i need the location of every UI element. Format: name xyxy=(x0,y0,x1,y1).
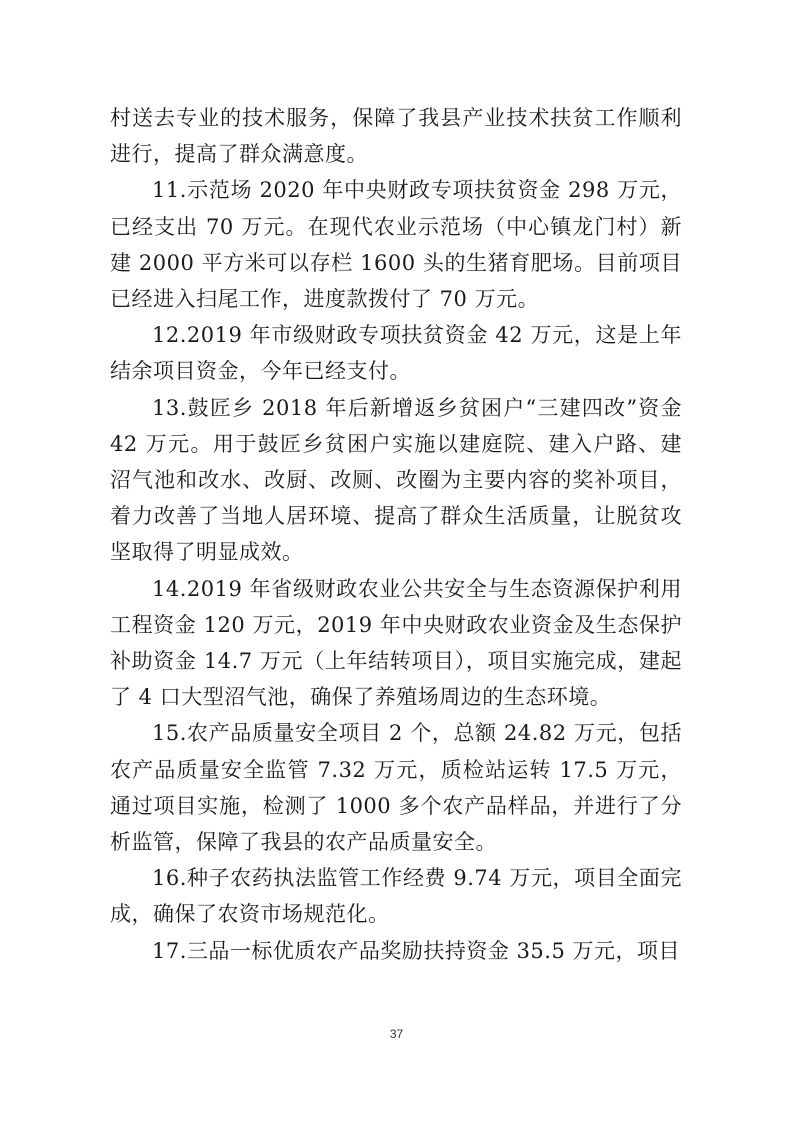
page-number: 37 xyxy=(389,1027,404,1041)
paragraph-item-13: 13.鼓匠乡 2018 年后新增返乡贫困户“三建四改”资金 42 万元。用于鼓匠乡贫困户实施以建庭院、建入户路、建沼气池和改水、改厨、改厕、改圈为主要内容的奖补项目，着力改善了当地人居环境、提高了群众生活质量，让脱贫攻坚取得了明显成效。 xyxy=(110,395,682,565)
paragraph-item-16: 16.种子农药执法监管工作经费 9.74 万元，项目全面完成，确保了农资市场规范化。 xyxy=(110,866,682,927)
paragraph-item-17: 17.三品一标优质农产品奖励扶持资金 35.5 万元，项目 xyxy=(152,938,681,963)
paragraph-item-15: 15.农产品质量安全项目 2 个，总额 24.82 万元，包括农产品质量安全监管 7.32 万元，质检站运转 17.5 万元，通过项目实施，检测了 1000 多个农产品样品，并进行了分析监管，保障了我县的农产品质量安全。 xyxy=(110,721,682,855)
paragraph-continuation: 村送去专业的技术服务，保障了我县产业技术扶贫工作顺利进行，提高了群众满意度。 xyxy=(110,106,682,167)
paragraph-item-11: 11.示范场 2020 年中央财政专项扶贫资金 298 万元，已经支出 70 万元。在现代农业示范场（中心镇龙门村）新建 2000 平方米可以存栏 1600 头的生猪育肥场。目前项目已经进入扫尾工作，进度款拨付了 70 万元。 xyxy=(110,178,682,312)
body-text xyxy=(110,100,682,969)
paragraph-item-12: 12.2019 年市级财政专项扶贫资金 42 万元，这是上年结余项目资金，今年已经支付。 xyxy=(110,323,682,384)
paragraph-item-14: 14.2019 年省级财政农业公共安全与生态资源保护利用工程资金 120 万元，2019 年中央财政农业资金及生态保护补助资金 14.7 万元（上年结转项目），项目实施完成，建起了 4 口大型沼气池，确保了养殖场周边的生态环境。 xyxy=(110,576,682,710)
